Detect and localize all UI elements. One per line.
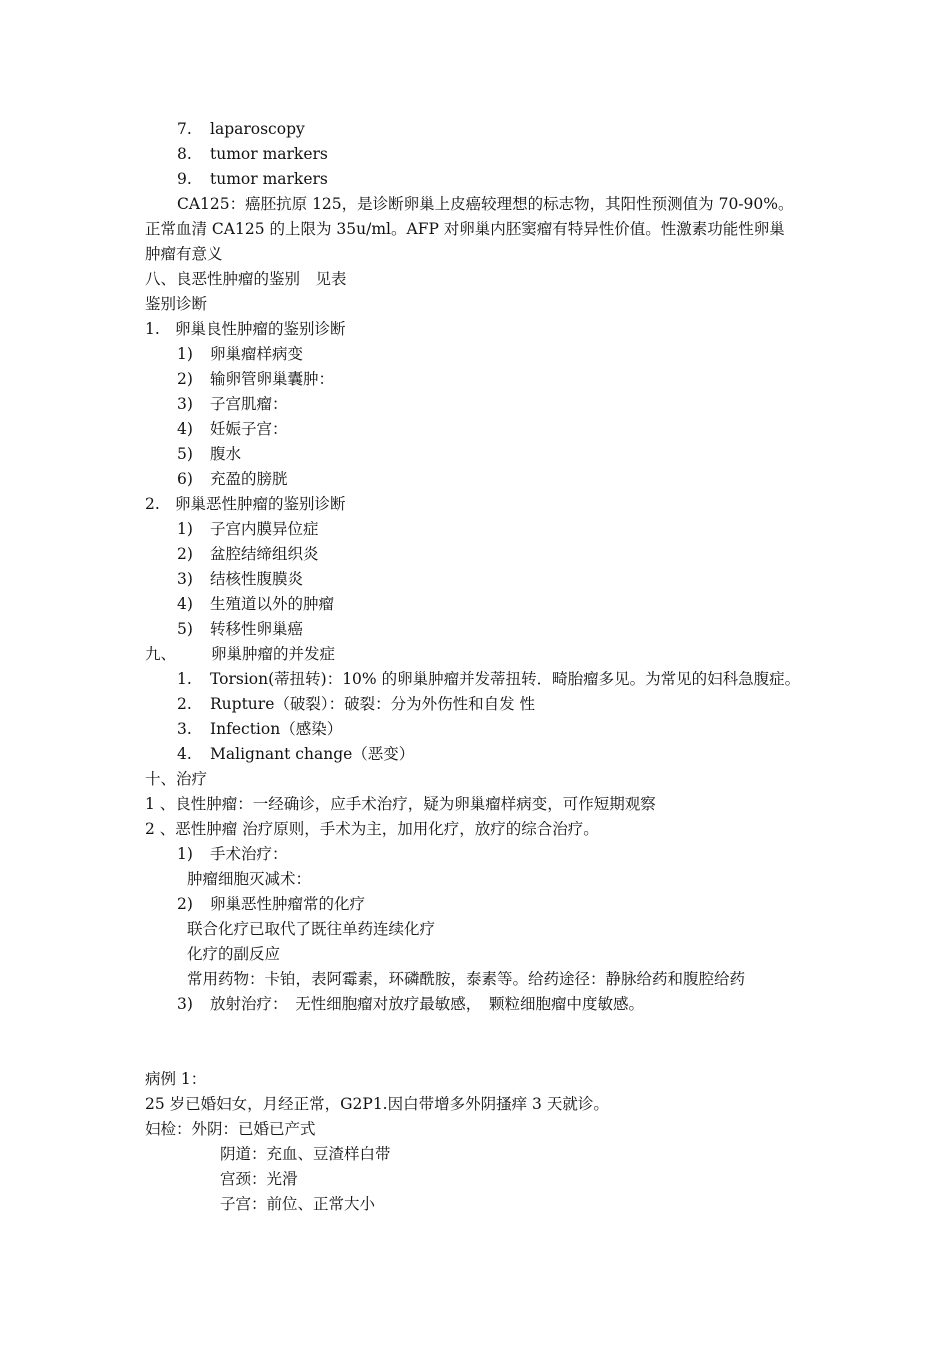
list-item <box>177 594 334 614</box>
list-item-text: 腹水 <box>210 445 242 463</box>
paragraph-line: 2 、恶性肿瘤 治疗原则，手术为主，加用化疗，放疗的综合治疗。 <box>145 820 599 838</box>
list-item-number: 7. <box>177 120 192 138</box>
list-item-text: tumor markers <box>210 145 328 163</box>
list-item-text: Rupture（破裂）：破裂：分为外伤性和自发 性 <box>210 695 536 713</box>
list-item <box>177 744 414 764</box>
list-item-number: 1) <box>177 520 193 538</box>
list-heading-text: 卵巢恶性肿瘤的鉴别诊断 <box>175 495 346 513</box>
list-item-text: 子宫内膜异位症 <box>210 520 319 538</box>
list-item-text: 卵巢瘤样病变 <box>210 345 304 363</box>
list-item-text: 结核性腹膜炎 <box>210 570 304 588</box>
list-item-text: Malignant change（恶变） <box>210 745 415 763</box>
list-item-number: 2. <box>177 695 192 713</box>
list-item <box>177 994 644 1014</box>
list-item-text: 转移性卵巢癌 <box>210 620 304 638</box>
list-item-number: 5) <box>177 445 193 463</box>
list-heading-text: 卵巢良性肿瘤的鉴别诊断 <box>175 320 346 338</box>
list-item-text: 卵巢恶性肿瘤常的化疗 <box>210 895 366 913</box>
section-heading: 八、良恶性肿瘤的鉴别 见表 <box>145 270 347 288</box>
list-item-text: tumor markers <box>210 170 328 188</box>
list-item-number: 5) <box>177 620 193 638</box>
list-item-number: 4) <box>177 595 193 613</box>
list-item <box>177 619 303 639</box>
list-item-number: 1. <box>145 320 160 338</box>
list-item-number: 2) <box>177 370 193 388</box>
list-item-number: 2. <box>145 495 160 513</box>
list-item <box>177 169 328 189</box>
list-item-number: 3) <box>177 570 193 588</box>
list-item <box>177 519 319 539</box>
list-item <box>177 844 288 864</box>
list-item <box>177 394 288 414</box>
list-item-number: 8. <box>177 145 192 163</box>
list-item-number: 4) <box>177 420 193 438</box>
list-item-text: 输卵管卵巢囊肿： <box>210 370 335 388</box>
case-exam-item: 子宫：前位、正常大小 <box>220 1195 376 1213</box>
case-history: 25 岁已婚妇女，月经正常，G2P1.因白带增多外阴搔痒 3 天就诊。 <box>145 1095 609 1113</box>
list-item <box>177 369 334 389</box>
list-item-number: 3. <box>177 720 192 738</box>
list-item-text: 妊娠子宫： <box>210 420 288 438</box>
paragraph-line: 1 、良性肿瘤：一经确诊，应手术治疗，疑为卵巢瘤样病变，可作短期观察 <box>145 795 656 813</box>
list-item-number: 3) <box>177 395 193 413</box>
list-item-number: 9. <box>177 170 192 188</box>
paragraph-line: 正常血清 CA125 的上限为 35u/ml。AFP 对卵巢内胚窦瘤有特异性价值。性激素功能性卵巢 <box>145 220 785 238</box>
section-heading: 十、治疗 <box>145 770 208 788</box>
list-heading <box>145 319 346 339</box>
list-item-number: 3) <box>177 995 193 1013</box>
list-item <box>177 144 328 164</box>
list-item <box>177 444 241 464</box>
list-item-number: 4. <box>177 745 192 763</box>
subheading: 鉴别诊断 <box>145 295 208 313</box>
list-item <box>177 344 303 364</box>
list-item <box>177 569 303 589</box>
list-item-text: 充盈的膀胱 <box>210 470 288 488</box>
list-item-text: 盆腔结缔组织炎 <box>210 545 319 563</box>
paragraph-line: 常用药物：卡铂，表阿霉素，环磷酰胺，泰素等。给药途径：静脉给药和腹腔给药 <box>187 970 746 988</box>
case-title: 病例 1： <box>145 1070 207 1088</box>
list-item <box>177 694 535 714</box>
paragraph-line: 联合化疗已取代了既往单药连续化疗 <box>187 920 436 938</box>
list-item-number: 6) <box>177 470 193 488</box>
section-title: 卵巢肿瘤的并发症 <box>211 645 336 663</box>
case-exam-label: 妇检：外阴：已婚已产式 <box>145 1120 316 1138</box>
list-item <box>177 419 288 439</box>
list-item-text: Infection（感染） <box>210 720 343 738</box>
paragraph-line: CA125：癌胚抗原 125，是诊断卵巢上皮癌较理想的标志物，其阳性预测值为 70-90%。 <box>177 195 794 213</box>
list-item-text: 手术治疗： <box>210 845 288 863</box>
list-item <box>177 894 365 914</box>
list-item-text: 生殖道以外的肿瘤 <box>210 595 335 613</box>
list-item-number: 1. <box>177 670 192 688</box>
paragraph-line: 肿瘤有意义 <box>145 245 223 263</box>
list-item <box>177 544 319 564</box>
list-item-text: 子宫肌瘤： <box>210 395 288 413</box>
list-item-number: 1) <box>177 345 193 363</box>
list-item-text: laparoscopy <box>210 120 305 138</box>
list-item-number: 2) <box>177 895 193 913</box>
list-item-text: 放射治疗： 无性细胞瘤对放疗最敏感， 颗粒细胞瘤中度敏感。 <box>210 995 645 1013</box>
list-item <box>177 669 800 689</box>
section-heading <box>145 644 335 664</box>
list-item-number: 2) <box>177 545 193 563</box>
list-item-number: 1) <box>177 845 193 863</box>
list-item <box>177 119 305 139</box>
paragraph-line: 肿瘤细胞灭减术： <box>187 870 312 888</box>
case-exam-item: 宫颈：光滑 <box>220 1170 298 1188</box>
list-heading <box>145 494 346 514</box>
list-item <box>177 469 288 489</box>
paragraph-line: 化疗的副反应 <box>187 945 281 963</box>
case-exam-item: 阴道：充血、豆渣样白带 <box>220 1145 391 1163</box>
list-item <box>177 719 342 739</box>
section-number: 九、 <box>145 645 177 663</box>
list-item-text: Torsion(蒂扭转)：10% 的卵巢肿瘤并发蒂扭转．畸胎瘤多见。为常见的妇科急腹症。 <box>210 670 801 688</box>
